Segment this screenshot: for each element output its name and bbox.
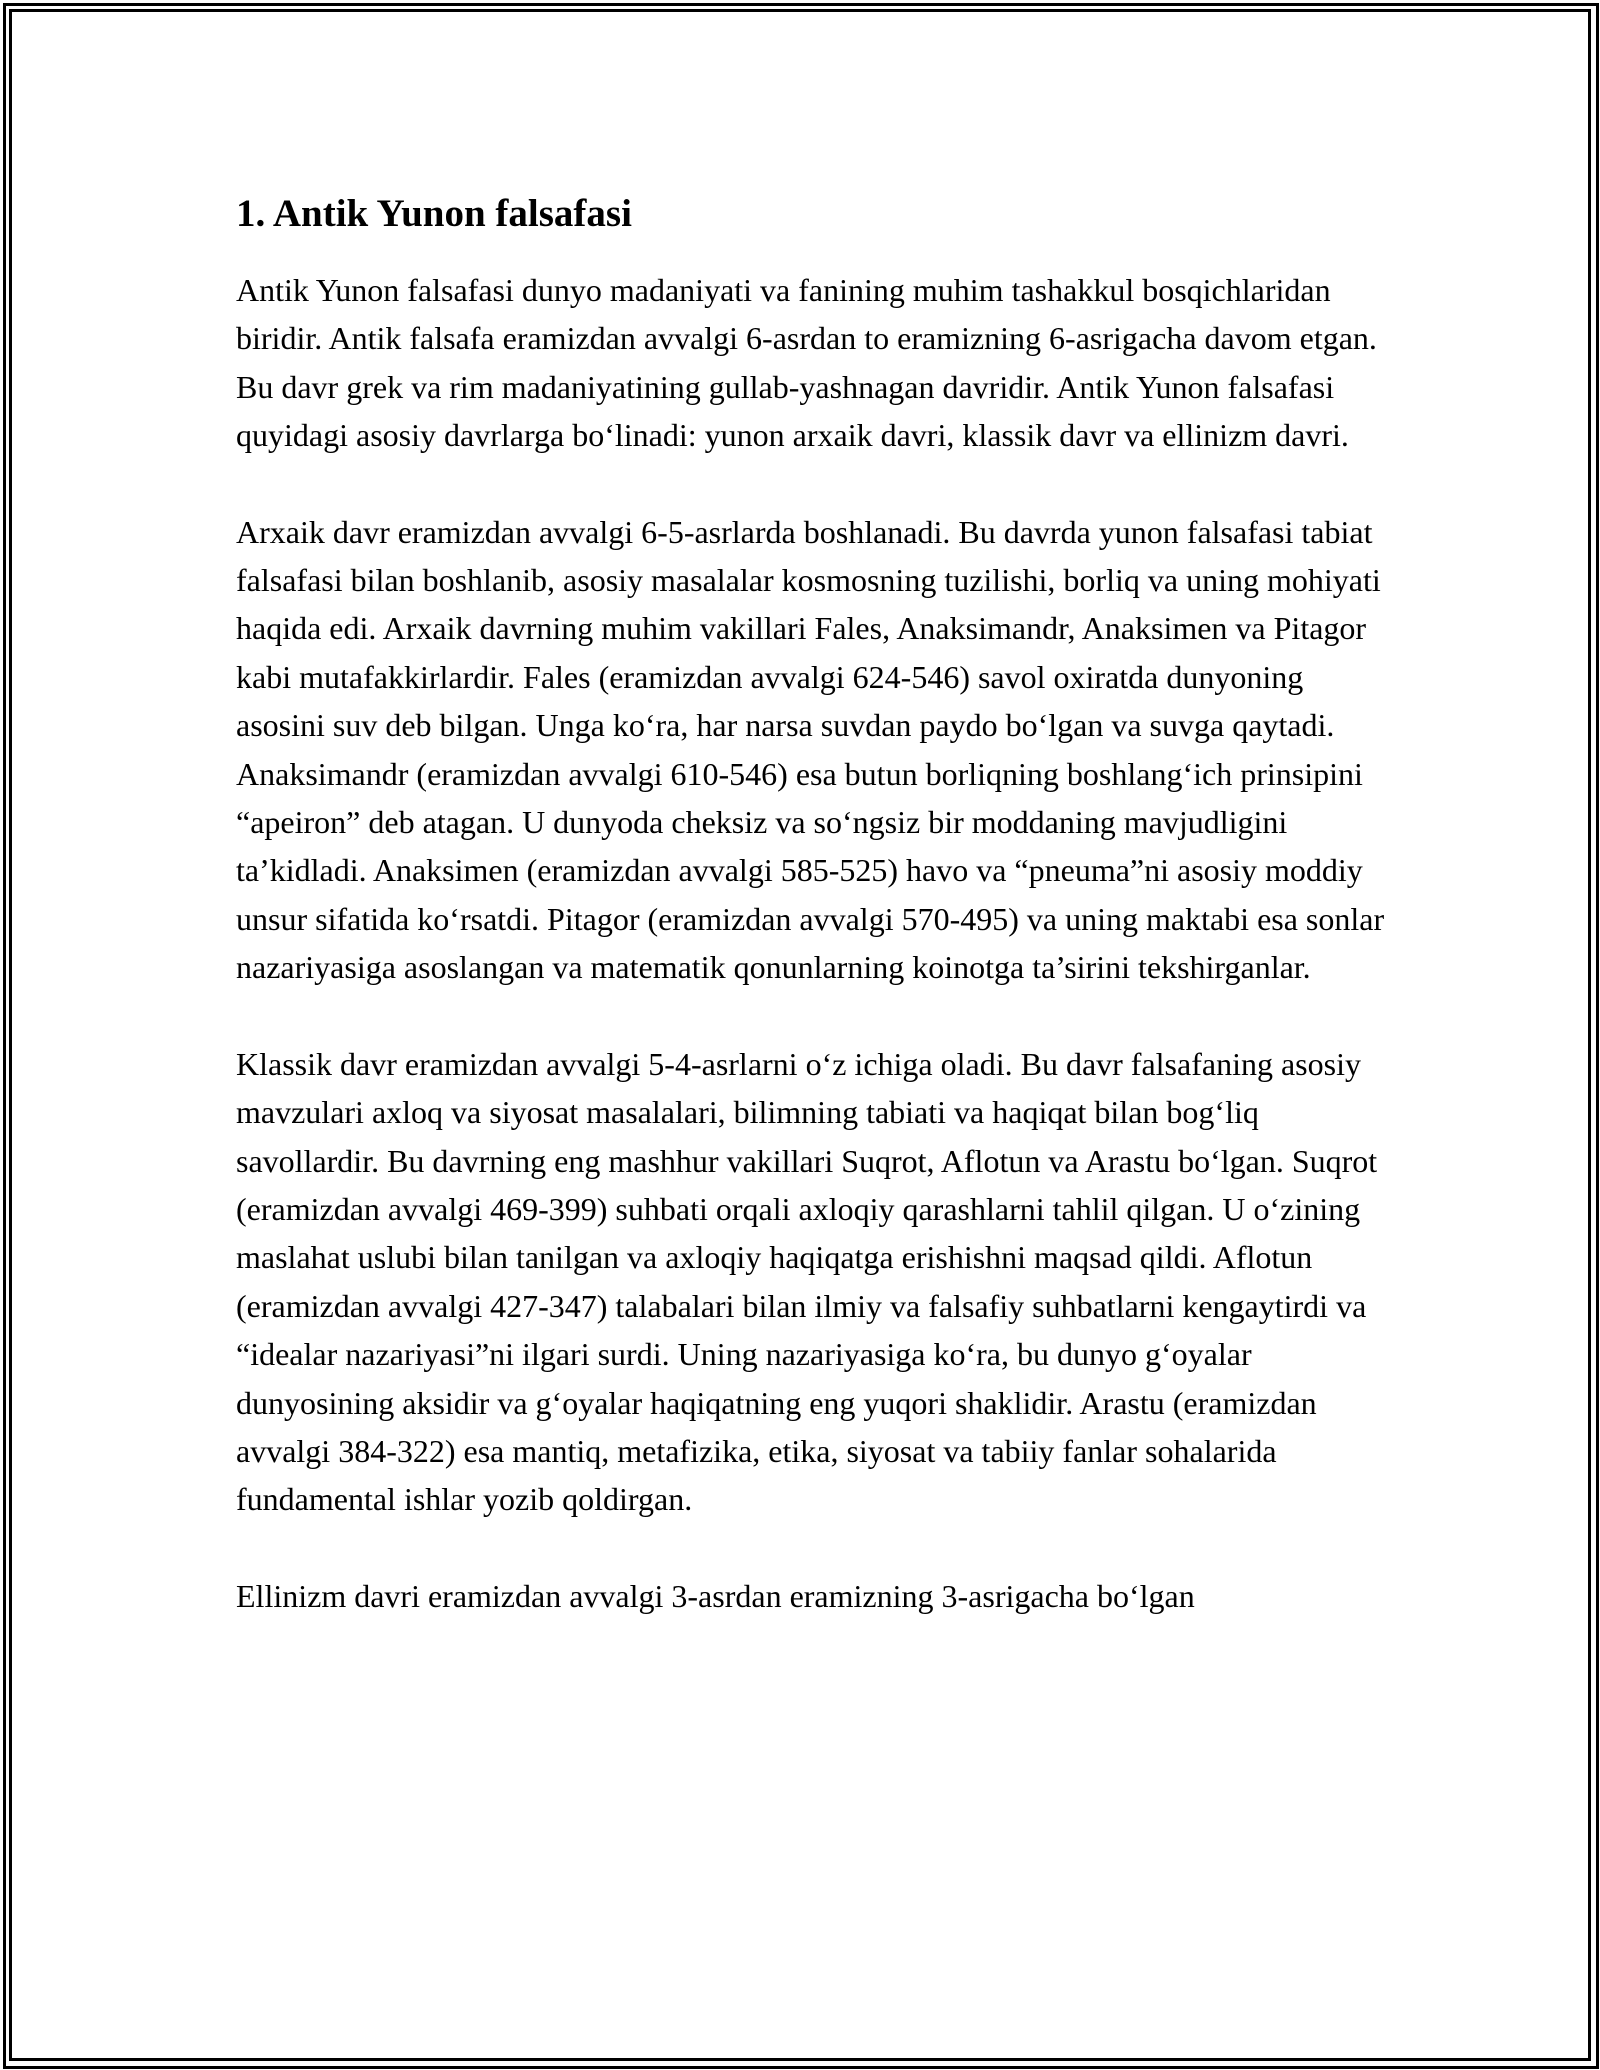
paragraph-classical-period: Klassik davr eramizdan avvalgi 5-4-asrlarni oʻz ichiga oladi. Bu davr falsafaning asosiy mavzulari axloq va siyosat masalalari, bilimning tabiati va haqiqat bilan bogʻliq savollardir. Bu davrning eng mashhur vakillari Suqrot, Aflotun va Arastu boʻlgan. Suqrot (eramizdan avvalgi 469-399) suhbati orqali axloqiy qarashlarni tahlil qilgan. U oʻzining maslahat uslubi bilan tanilgan va axloqiy haqiqatga erishishni maqsad qildi. Aflotun (eramizdan avvalgi 427-347) talabalari bilan ilmiy va falsafiy suhbatlarni kengaytirdi va “idealar nazariyasi”ni ilgari surdi. Uning nazariyasiga koʻra, bu dunyo gʻoyalar dunyosining aksidir va gʻoyalar haqiqatning eng yuqori shaklidir. Arastu (eramizdan avvalgi 384-322) esa mantiq, metafizika, etika, siyosat va tabiiy fanlar sohalarida fundamental ishlar yozib qoldirgan. [236,1045,1378,1518]
section-title: 1. Antik Yunon falsafasi [236,192,632,235]
document-body [236,186,1386,1620]
paragraph-intro: Antik Yunon falsafasi dunyo madaniyati va fanining muhim tashakkul bosqichlaridan biridir. Antik falsafa eramizdan avvalgi 6-asrdan to eramizning 6-asrigacha davom etgan. Bu davr grek va rim madaniyatining gullab-yashnagan davridir. Antik Yunon falsafasi quyidagi asosiy davrlarga boʻlinadi: yunon arxaik davri, klassik davr va ellinizm davri. [236,272,1377,454]
paragraph-archaic-period: Arxaik davr eramizdan avvalgi 6-5-asrlarda boshlanadi. Bu davrda yunon falsafasi tabiat falsafasi bilan boshlanib, asosiy masalalar kosmosning tuzilishi, borliq va uning mohiyati haqida edi. Arxaik davrning muhim vakillari Fales, Anaksimandr, Anaksimen va Pitagor kabi mutafakkirlardir. Fales (eramizdan avvalgi 624-546) savol oxiratda dunyoning asosini suv deb bilgan. Unga koʻra, har narsa suvdan paydo boʻlgan va suvga qaytadi. Anaksimandr (eramizdan avvalgi 610-546) esa butun borliqning boshlangʻich prinsipini “apeiron” deb atagan. U dunyoda cheksiz va soʻngsiz bir moddaning mavjudligini ta’kidladi. Anaksimen (eramizdan avvalgi 585-525) havo va “pneuma”ni asosiy moddiy unsur sifatida koʻrsatdi. Pitagor (eramizdan avvalgi 570-495) va uning maktabi esa sonlar nazariyasiga asoslangan va matematik qonunlarning koinotga ta’sirini tekshirganlar. [236,513,1385,986]
paragraph-hellenistic-period: Ellinizm davri eramizdan avvalgi 3-asrdan eramizning 3-asrigacha boʻlgan [236,1577,1195,1614]
